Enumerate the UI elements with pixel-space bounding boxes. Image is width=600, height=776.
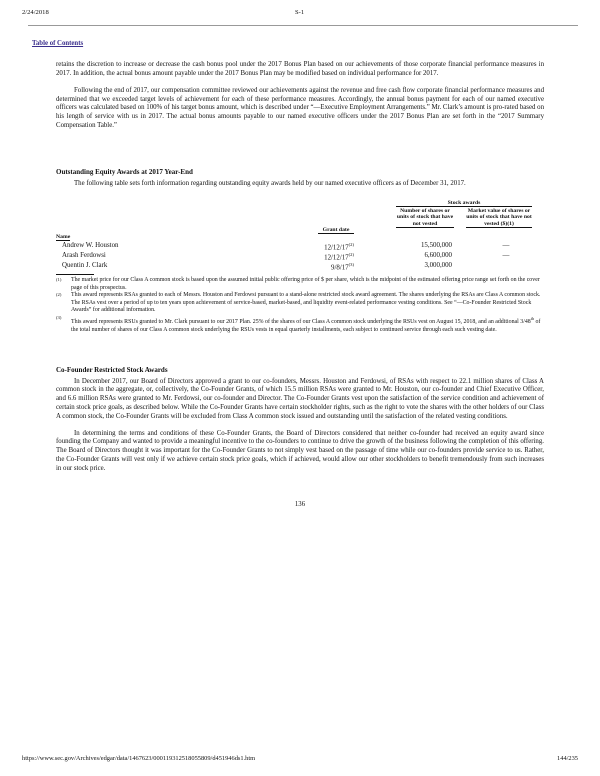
footnote-divider xyxy=(56,274,94,275)
grant-date: 12/12/17$^{(2)}$ xyxy=(324,242,354,252)
source-url: https://www.sec.gov/Archives/edgar/data/1467623/000119312518055809/d451946ds1.htm xyxy=(22,755,256,762)
paragraph-bonus-discretion: retains the discretion to increase or decrease the cash bonus pool under the 2017 Bonus Plan based on our achievements of those corporate financial performance measures in 2017. In addition, the actual bonus amount payable under the 2017 Bonus Plan may be modified based on individual performance for 2017. xyxy=(56,61,544,77)
unvested-shares: 3,000,000 xyxy=(424,262,452,269)
footnote-2: (2) This award represents RSAs granted to each of Messrs. Houston and Ferdowsi pursuant to a stand-alone restricted stock award agreement. The shares underlying the RSAs are Class A common stock. The RSAs vest over a period of up to ten years upon achievement of service-based, market-based, and liquidity event-related performance vesting conditions. See “—Co-Founder Restricted Stock Awards” for additional information. xyxy=(56,292,541,314)
print-header xyxy=(22,9,578,23)
equity-awards-section xyxy=(56,168,544,188)
table-row xyxy=(56,242,546,252)
officer-name: Andrew W. Houston xyxy=(62,242,119,249)
unvested-shares: 6,600,000 xyxy=(424,252,452,259)
table-of-contents-link[interactable]: Table of Contents xyxy=(32,40,84,47)
section-heading-cofounder-awards: Co-Founder Restricted Stock Awards xyxy=(56,366,168,374)
paragraph-bonus-results: Following the end of 2017, our compensation committee reviewed our achievements against the revenue and free cash flow corporate financial performance measures and determined that we exceeded target levels of achievement for each of these performance measures. Accordingly, the annual bonus payment for each of our named executive officers was calculated based on 100% of his target bonus amount, which is described under “—Executive Employment Arrangements.” Mr. Clark’s amount is pro-rated based on his length of service with us in 2017. The actual bonus amounts payable to our named executive officers under the 2017 Bonus Plan are set forth in the “2017 Summary Compensation Table.” xyxy=(56,86,544,129)
footnote-1: (1) The market price for our Class A common stock is based upon the assumed initial public offering price of $ per share, which is the midpoint of the estimated offering price range set forth on the cover page of this prospectus. xyxy=(56,277,540,291)
document-title: S-1 xyxy=(295,9,305,16)
paragraph-cofounder-rationale: In determining the terms and conditions of these Co-Founder Grants, the Board of Directors considered that neither co-founder had received an equity award since founding the Company and wanted to provide a meaningful incentive to the co-founders to continue to drive the growth of the business following the completion of this offering. The Board of Directors thought it was important for the Co-Founder Grants to not simply vest based on the passage of time while our co-founders provide service to us. Rather, the Co-Founder Grants will vest only if we achieve certain stock price goals, which if achieved, would allow our other stockholders to benefit tremendously from such increases in our stock price. xyxy=(56,429,544,472)
officer-name: Quentin J. Clark xyxy=(62,262,108,269)
column-header-name: Name xyxy=(56,234,71,240)
footnote-3: (3) This award represents RSUs granted to Mr. Clark pursuant to our 2017 Plan. 25% of the shares of our Class A common stock underlying the RSUs vest on August 15, 2018, and an additional 3/48th of the total number of shares of our Class A common stock underlying the RSUs vests in equal quarterly installments, each subject to continued service through each such vesting date. xyxy=(56,314,541,333)
column-header-shares: Number of shares or units of stock that have not vested xyxy=(396,208,454,227)
equity-awards-intro: The following table sets forth information regarding outstanding equity awards held by our named executive officers as of December 31, 2017. xyxy=(74,179,466,187)
bonus-plan-text xyxy=(56,61,544,130)
cofounder-section xyxy=(56,366,544,473)
column-header-grant-date: Grant date xyxy=(318,227,354,234)
grant-date: 12/12/17$^{(2)}$ xyxy=(324,252,354,262)
unvested-shares: 15,500,000 xyxy=(420,242,452,249)
table-row xyxy=(56,252,546,262)
section-heading-equity-awards: Outstanding Equity Awards at 2017 Year-End xyxy=(56,168,193,176)
footnotes xyxy=(56,277,546,334)
market-value: — xyxy=(502,242,510,249)
market-value: — xyxy=(502,252,510,259)
paragraph-cofounder-grants: In December 2017, our Board of Directors approved a grant to our co-founders, Messrs. Houston and Ferdowsi, of RSAs with respect to 22.1 million shares of Class A common stock in the aggregate, or, collectively, the Co-Founder Grants, of which 15.5 million RSAs were granted to Mr. Houston, our co-founder and Chief Executive Officer, and 6.6 million RSAs were granted to Mr. Ferdowsi, our co-founder and Director. The Co-Founder Grants vest upon the satisfaction of the service condition and achievement of certain stock price goals, as described below. While the Co-Founder Grants have certain stockholder rights, such as the right to vote the shares with the other holders of our Class A common stock, the Co-Founder Grants will be excluded from Class A common stock issued and outstanding until the satisfaction of the related vesting conditions. xyxy=(56,377,544,420)
table-row xyxy=(56,262,546,272)
grant-date: 9/8/17$^{(3)}$ xyxy=(331,262,354,272)
column-header-market-value: Market value of shares or units of stock that have not vested ($)(1) xyxy=(466,208,532,227)
page-number: 136 xyxy=(294,501,306,508)
header-divider xyxy=(28,25,578,26)
print-page-count: 144/235 xyxy=(557,755,578,762)
officer-name: Arash Ferdowsi xyxy=(62,252,106,259)
print-date: 2/24/2018 xyxy=(22,9,49,16)
column-group-stock-awards: Stock awards xyxy=(396,200,532,207)
